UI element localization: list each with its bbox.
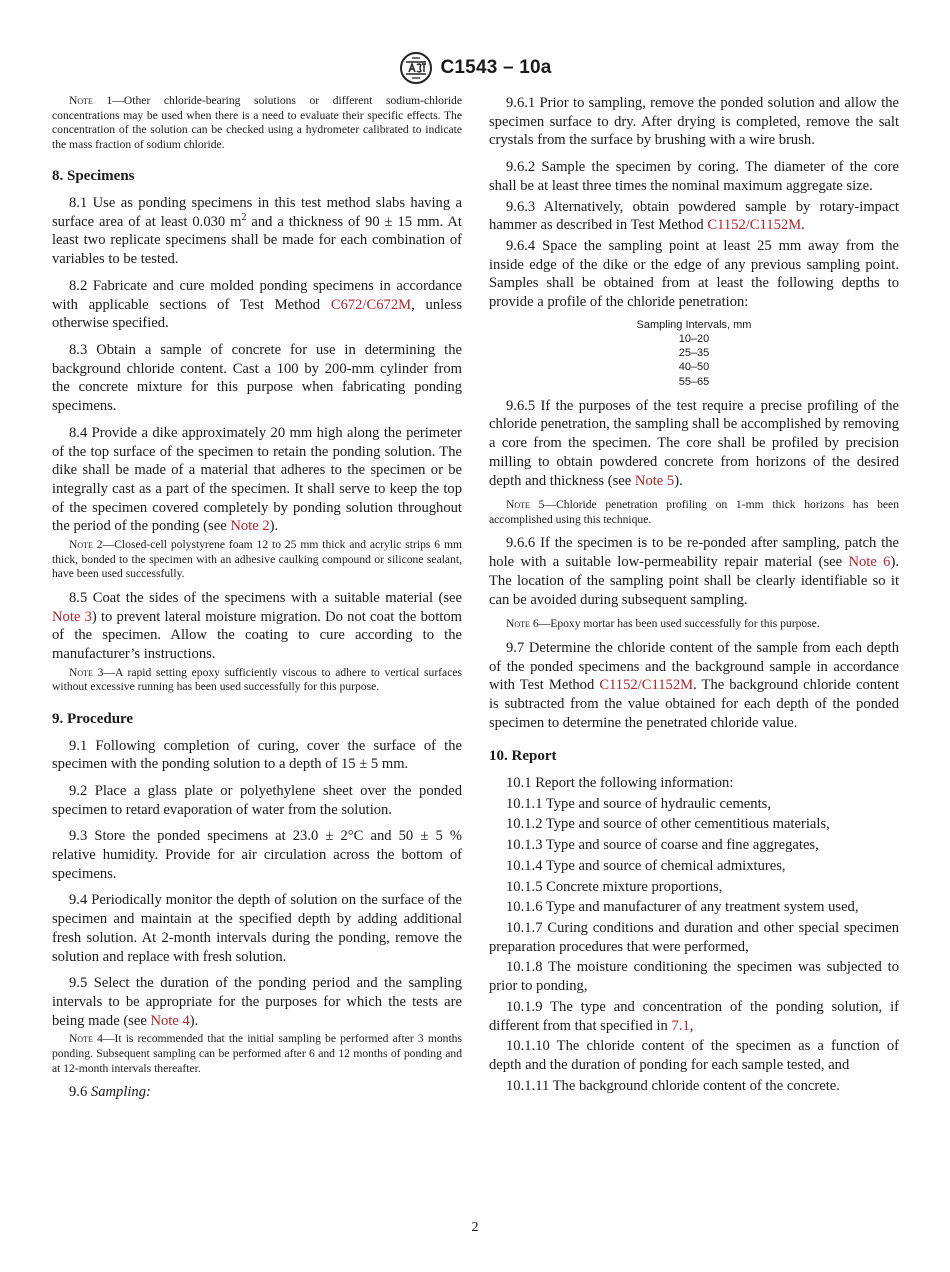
- text: 9.6.3 Alternatively, obtain powdered sample by rotary-impact hammer as described in Test Method: [489, 198, 899, 234]
- astm-logo-icon: [398, 50, 434, 86]
- link-note-2[interactable]: Note 2: [230, 518, 270, 535]
- note-number: 5: [529, 498, 545, 512]
- paragraph-9-6-2: 9.6.2 Sample the specimen by coring. The diameter of the core shall be at least three times the nominal maximum aggregate size.: [489, 159, 899, 194]
- paragraph-9-6-3: [489, 198, 899, 235]
- text: ,: [689, 1017, 694, 1034]
- note-6: [489, 617, 899, 632]
- text: ).: [269, 518, 279, 535]
- paragraph-9-4: 9.4 Periodically monitor the depth of solution on the surface of the specimen and maintain at the specified depth by adding additional fresh solution. At 2-month intervals during the ponding, remove the solution and replace with fresh solution.: [52, 892, 462, 965]
- link-note-5[interactable]: Note 5: [634, 472, 675, 489]
- note-label: Note: [506, 617, 530, 631]
- note-number: 3: [92, 665, 104, 679]
- paragraph-8-2: [52, 277, 462, 333]
- text: ).: [189, 1012, 199, 1029]
- sampling-title: Sampling:: [90, 1084, 151, 1101]
- link-c672[interactable]: C672/C672M: [330, 296, 412, 313]
- paragraph-9-6-1: 9.6.1 Prior to sampling, remove the ponded solution and allow the specimen surface to dry. After drying is completed, remove the salt crystals from the surface by brushing with a wire brush.: [489, 95, 899, 149]
- text: 10.1.9 The type and concentration of the ponding solution, if different from that specified in: [489, 998, 899, 1034]
- link-c1152-2[interactable]: C1152/C1152M: [599, 677, 694, 694]
- note-4: [52, 1032, 462, 1076]
- link-note-4[interactable]: Note 4: [150, 1012, 190, 1029]
- section-9-heading: 9. Procedure: [52, 710, 134, 727]
- note-label: Note: [69, 665, 93, 679]
- paragraph-10-1-8: 10.1.8 The moisture conditioning the specimen was subjected to prior to ponding,: [489, 959, 899, 995]
- note-1: [52, 94, 462, 152]
- note-number: 6: [529, 617, 539, 631]
- link-7-1[interactable]: 7.1: [671, 1017, 690, 1034]
- table-row: 55–65: [678, 375, 710, 388]
- link-note-3[interactable]: Note 3: [52, 608, 92, 625]
- text: 9.6.5 If the purposes of the test require a precise profiling of the chloride penetration, the sampling shall be accomplished by removing a core from the specimen. The core shall be profiled by precision milling to obtain powdered concrete from horizons of the desired depth and thickness (see: [489, 397, 899, 489]
- table-row: 40–50: [678, 361, 710, 374]
- text: ). The location of the sampling point shall be clearly identifiable so it can be avoided during subsequent sampling.: [489, 554, 899, 608]
- paragraph-8-3: 8.3 Obtain a sample of concrete for use in determining the background chloride content. Cast a 100 by 200-mm cylinder from the concrete mixture for this purpose when fabricating ponding specimens.: [52, 342, 462, 415]
- note-label: Note: [506, 498, 530, 512]
- note-text: —It is recommended that the initial sampling be performed after 3 months ponding. Subsequent sampling can be performed after 6 and 12 months of ponding and at 12-month intervals thereafter.: [52, 1032, 462, 1075]
- text: , unless otherwise specified.: [52, 296, 463, 332]
- section-8-heading: 8. Specimens: [52, 168, 135, 185]
- note-text: —Closed-cell polystyrene foam 12 to 25 mm thick and acrylic strips 6 mm thick, bonded to the specimen with an adhesive caulking compound or silicone sealant, have been used successfully.: [52, 538, 462, 581]
- table-row: 10–20: [678, 332, 710, 345]
- note-label: Note: [69, 1032, 93, 1046]
- paragraph-10-1-1: 10.1.1 Type and source of hydraulic cements,: [506, 795, 771, 812]
- paragraph-9-7: [489, 639, 899, 733]
- page-header: [0, 50, 950, 86]
- paragraph-9-5: [52, 974, 462, 1030]
- text: . The background chloride content is subtracted from the value obtained for each depth of the ponded specimen to determine the penetrated chloride value.: [489, 677, 899, 731]
- text: ) to prevent lateral moisture migration. Do not coat the bottom of the specimen. Allow the coating to cure according to the manufacturer’s instructions.: [52, 608, 462, 662]
- text: and a thickness of 90 ± 15 mm. At least two replicate specimens shall be made for each combination of variables to be tested.: [52, 213, 462, 268]
- paragraph-10-1-9: [489, 998, 899, 1035]
- note-2: [52, 538, 462, 582]
- note-number: 2: [92, 538, 103, 552]
- paragraph-10-1-3: 10.1.3 Type and source of coarse and fine aggregates,: [506, 837, 819, 854]
- note-text: —Epoxy mortar has been used successfully for this purpose.: [538, 617, 820, 631]
- table-row: 25–35: [678, 347, 710, 360]
- link-c1152[interactable]: C1152/C1152M: [707, 217, 802, 234]
- sampling-intervals-table: [489, 318, 899, 389]
- note-5: [489, 498, 899, 527]
- text: ).: [674, 472, 683, 489]
- document-id: C1543 – 10a: [440, 57, 552, 78]
- paragraph-9-6-6: [489, 534, 899, 609]
- right-column: [489, 94, 899, 1097]
- paragraph-10-1-4: 10.1.4 Type and source of chemical admixtures,: [506, 857, 786, 874]
- paragraph-9-3: 9.3 Store the ponded specimens at 23.0 ± 2°C and 50 ± 5 % relative humidity. Provide for air circulation across the bottom of specimens.: [52, 828, 462, 882]
- paragraph-9-6-4: 9.6.4 Space the sampling point at least 25 mm away from the inside edge of the dike or the edge of any previous sampling point. Samples shall be obtained from at least the following depths to provide a profile of the chloride penetration:: [489, 237, 899, 311]
- note-text: —A rapid setting epoxy sufficiently viscous to adhere to vertical surfaces without excessive running has been used successfully for this purpose.: [52, 665, 462, 694]
- note-text: —Chloride penetration profiling on 1-mm thick horizons has been accomplished using this technique.: [489, 498, 900, 526]
- note-label: Note: [69, 94, 93, 107]
- text: 8.1 Use as ponding specimens in this test method slabs having a surface area of at least 0.030 m: [52, 195, 462, 230]
- paragraph-9-6: [52, 1083, 462, 1102]
- link-note-6[interactable]: Note 6: [848, 554, 891, 571]
- text: 9.6: [69, 1084, 91, 1101]
- note-3: [52, 666, 462, 695]
- text: .: [801, 217, 805, 234]
- text: 9.6.6 If the specimen is to be re-ponded after sampling, patch the hole with a suitable low-permeability repair material (see: [489, 535, 899, 571]
- paragraph-10-1-11: 10.1.11 The background chloride content of the concrete.: [506, 1077, 840, 1094]
- paragraph-10-1-7: 10.1.7 Curing conditions and duration and other special specimen preparation procedures that were performed,: [489, 920, 899, 955]
- paragraph-8-4: [52, 424, 462, 536]
- text: 8.4 Provide a dike approximately 20 mm high along the perimeter of the top surface of the specimen to retain the ponding solution. The dike shall be made of a material that adheres to the specimen or be integrally cast as a part of the specimen. It shall serve to keep the top of the specimen covered completely by ponding solution throughout the period of the ponding (see: [52, 424, 462, 535]
- paragraph-10-1-10: 10.1.10 The chloride content of the specimen as a function of depth and the duration of ponding for each sample tested, and: [489, 1038, 899, 1073]
- paragraph-10-1-2: 10.1.2 Type and source of other cementitious materials,: [506, 816, 830, 833]
- paragraph-9-6-5: [489, 397, 899, 491]
- paragraph-9-2: 9.2 Place a glass plate or polyethylene sheet over the ponded specimen to retard evaporation of water from the solution.: [52, 782, 462, 818]
- paragraph-8-1: [52, 194, 462, 269]
- note-number: 1: [92, 94, 113, 107]
- superscript: 2: [241, 211, 247, 223]
- paragraph-9-1: 9.1 Following completion of curing, cover the surface of the specimen with the ponding solution to a depth of 15 ± 5 mm.: [52, 737, 462, 773]
- section-10-heading: 10. Report: [489, 748, 557, 765]
- text: 8.5 Coat the sides of the specimens with a suitable material (see: [69, 589, 462, 606]
- paragraph-8-5: [52, 589, 462, 664]
- table-header: Sampling Intervals, mm: [636, 318, 752, 331]
- text: 8.2 Fabricate and cure molded ponding specimens in accordance with applicable sections of Test Method: [52, 277, 462, 313]
- paragraph-10-1-6: 10.1.6 Type and manufacturer of any treatment system used,: [506, 899, 859, 916]
- note-label: Note: [69, 538, 93, 552]
- text: 9.7 Determine the chloride content of the sample from each depth of the ponded specimens and the background sample in accordance with Test Method: [489, 639, 899, 694]
- note-number: 4: [92, 1032, 103, 1046]
- left-column: [52, 94, 462, 1110]
- note-text: —Other chloride-bearing solutions or different sodium-chloride concentrations may be used when there is a need to evaluate their specific effects. The concentration of the solution can be checked using a hydrometer calibrated to indicate the mass fraction of sodium chloride.: [52, 94, 462, 151]
- paragraph-10-1: 10.1 Report the following information:: [506, 775, 734, 792]
- text: 9.5 Select the duration of the ponding period and the sampling intervals to be appropriate for the purposes for which the tests are being made (see: [52, 975, 462, 1029]
- page-number: 2: [471, 1220, 479, 1235]
- paragraph-10-1-5: 10.1.5 Concrete mixture proportions,: [506, 878, 723, 895]
